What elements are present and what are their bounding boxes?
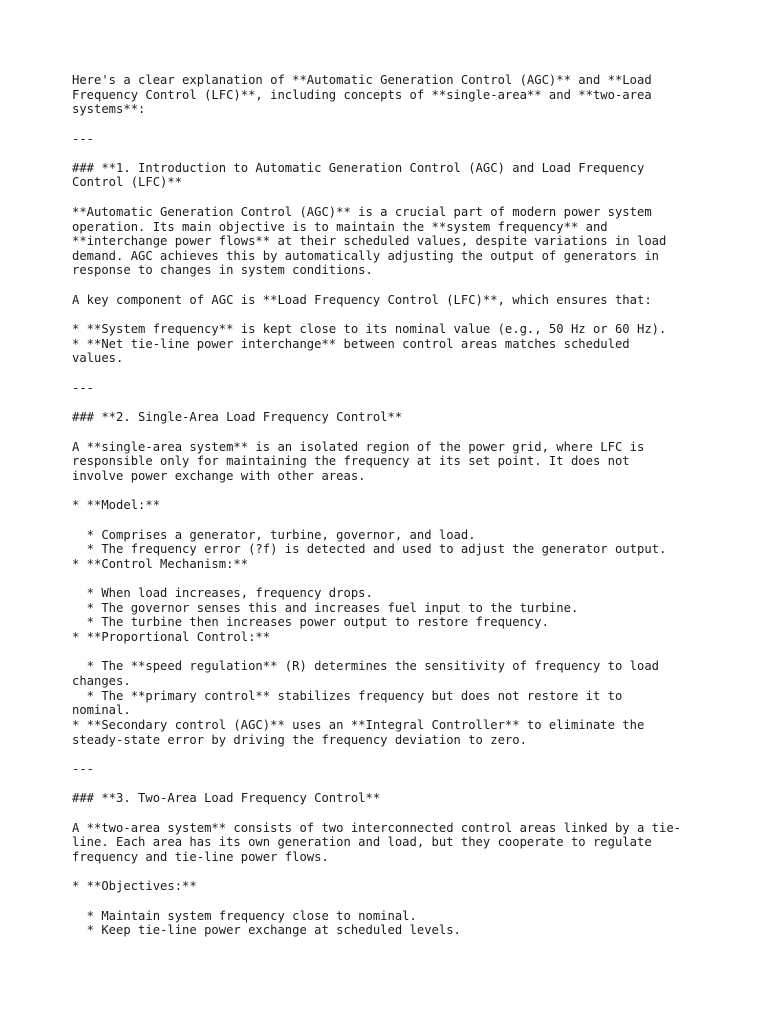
text-line: A **single-area system** is an isolated region of the power grid, where LFC is bbox=[72, 440, 645, 454]
section-heading: ### **2. Single-Area Load Frequency Control** bbox=[72, 410, 403, 424]
list-item: * **Proportional Control:** bbox=[72, 630, 271, 644]
text-line: frequency and tie-line power flows. bbox=[72, 850, 329, 864]
list-item: * **Control Mechanism:** bbox=[72, 557, 249, 571]
horizontal-rule: --- bbox=[72, 132, 95, 146]
list-item: * **Model:** bbox=[72, 498, 161, 512]
horizontal-rule: --- bbox=[72, 762, 95, 776]
list-item: * **Objectives:** bbox=[72, 879, 197, 893]
text-line: response to changes in system conditions. bbox=[72, 263, 373, 277]
text-line: operation. Its main objective is to maintain the **system frequency** and bbox=[72, 220, 608, 234]
list-item: steady-state error by driving the frequency deviation to zero. bbox=[72, 733, 527, 747]
list-item: changes. bbox=[72, 674, 131, 688]
text-line: systems**: bbox=[72, 102, 146, 116]
list-item: * Comprises a generator, turbine, governor, and load. bbox=[72, 528, 476, 542]
list-item: * The governor senses this and increases fuel input to the turbine. bbox=[72, 601, 579, 615]
list-item: * The **speed regulation** (R) determines the sensitivity of frequency to load bbox=[72, 659, 659, 673]
section-heading: Control (LFC)** bbox=[72, 175, 183, 189]
list-item: * **System frequency** is kept close to its nominal value (e.g., 50 Hz or 60 Hz). bbox=[72, 322, 667, 336]
section-heading: ### **1. Introduction to Automatic Generation Control (AGC) and Load Frequency bbox=[72, 161, 645, 175]
list-item: * Maintain system frequency close to nominal. bbox=[72, 909, 417, 923]
text-line: involve power exchange with other areas. bbox=[72, 469, 366, 483]
text-line: **interchange power flows** at their scheduled values, despite variations in load bbox=[72, 234, 667, 248]
list-item: * **Net tie-line power interchange** between control areas matches scheduled bbox=[72, 337, 630, 351]
text-line: Frequency Control (LFC)**, including concepts of **single-area** and **two-area bbox=[72, 88, 652, 102]
list-item: * The turbine then increases power output to restore frequency. bbox=[72, 615, 549, 629]
list-item: * Keep tie-line power exchange at scheduled levels. bbox=[72, 923, 461, 937]
text-line: demand. AGC achieves this by automatically adjusting the output of generators in bbox=[72, 249, 659, 263]
list-item: nominal. bbox=[72, 703, 131, 717]
list-item: values. bbox=[72, 351, 124, 365]
text-line: responsible only for maintaining the frequency at its set point. It does not bbox=[72, 454, 630, 468]
list-item: * The **primary control** stabilizes frequency but does not restore it to bbox=[72, 689, 623, 703]
text-line: Here's a clear explanation of **Automatic Generation Control (AGC)** and **Load bbox=[72, 73, 652, 87]
list-item: * The frequency error (?f) is detected and used to adjust the generator output. bbox=[72, 542, 667, 556]
text-line: A key component of AGC is **Load Frequency Control (LFC)**, which ensures that: bbox=[72, 293, 652, 307]
horizontal-rule: --- bbox=[72, 381, 95, 395]
text-line: A **two-area system** consists of two interconnected control areas linked by a tie- bbox=[72, 821, 682, 835]
text-line: line. Each area has its own generation and load, but they cooperate to regulate bbox=[72, 835, 652, 849]
list-item: * **Secondary control (AGC)** uses an **Integral Controller** to eliminate the bbox=[72, 718, 645, 732]
list-item: * When load increases, frequency drops. bbox=[72, 586, 373, 600]
section-heading: ### **3. Two-Area Load Frequency Control** bbox=[72, 791, 381, 805]
text-line: **Automatic Generation Control (AGC)** is a crucial part of modern power system bbox=[72, 205, 652, 219]
